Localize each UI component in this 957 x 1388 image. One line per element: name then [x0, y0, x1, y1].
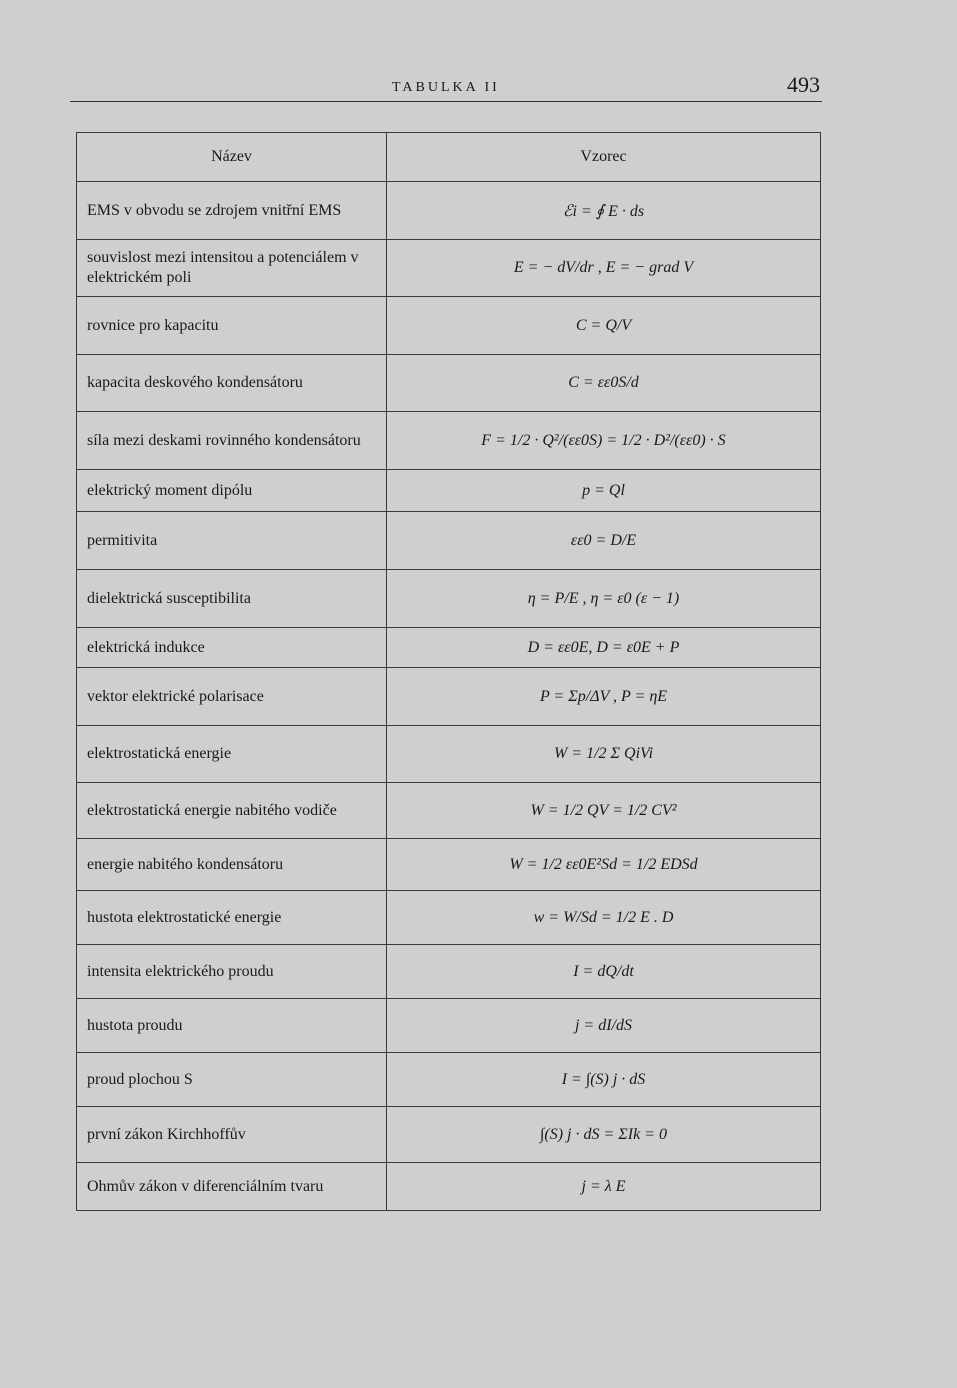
table-row [77, 355, 821, 412]
table-row [77, 1163, 821, 1211]
quantity-name: Ohmův zákon v diferenciálním tvaru [77, 1163, 387, 1211]
table-row [77, 1053, 821, 1107]
quantity-name: elektrická indukce [77, 628, 387, 668]
table-row [77, 891, 821, 945]
formula: ∫(S) j · dS = ΣIk = 0 [387, 1107, 821, 1163]
table-row [77, 570, 821, 628]
running-title: TABULKA II [392, 80, 500, 95]
formula: D = εε0E, D = ε0E + P [387, 628, 821, 668]
formula: I = ∫(S) j · dS [387, 1053, 821, 1107]
formula-table-container [76, 132, 820, 1211]
quantity-name: hustota proudu [77, 999, 387, 1053]
table-row [77, 470, 821, 512]
quantity-name: první zákon Kirchhoffův [77, 1107, 387, 1163]
quantity-name: dielektrická susceptibilita [77, 570, 387, 628]
table-row [77, 783, 821, 839]
column-header-formula: Vzorec [387, 133, 821, 182]
formula: P = Σp/ΔV , P = ηE [387, 668, 821, 726]
formula: εε0 = D/E [387, 512, 821, 570]
formula: E = − dV/dr , E = − grad V [387, 240, 821, 297]
quantity-name: síla mezi deskami rovinného kondensátoru [77, 412, 387, 470]
formula: ℰi = ∮ E · ds [387, 182, 821, 240]
quantity-name: energie nabitého kondensátoru [77, 839, 387, 891]
table-row [77, 182, 821, 240]
table-row [77, 945, 821, 999]
formula: j = dI/dS [387, 999, 821, 1053]
formula: W = 1/2 εε0E²Sd = 1/2 EDSd [387, 839, 821, 891]
formula: p = Ql [387, 470, 821, 512]
quantity-name: permitivita [77, 512, 387, 570]
table-body [77, 182, 821, 1211]
table-row [77, 668, 821, 726]
quantity-name: vektor elektrické polarisace [77, 668, 387, 726]
quantity-name: rovnice pro kapacitu [77, 297, 387, 355]
quantity-name: elektrostatická energie [77, 726, 387, 783]
formula: C = Q/V [387, 297, 821, 355]
quantity-name: elektrický moment dipólu [77, 470, 387, 512]
formula: F = 1/2 · Q²/(εε0S) = 1/2 · D²/(εε0) · S [387, 412, 821, 470]
table-row [77, 1107, 821, 1163]
quantity-name: elektrostatická energie nabitého vodiče [77, 783, 387, 839]
table-row [77, 726, 821, 783]
quantity-name: hustota elektrostatické energie [77, 891, 387, 945]
table-row [77, 628, 821, 668]
formula: w = W/Sd = 1/2 E . D [387, 891, 821, 945]
table-row [77, 512, 821, 570]
formula: C = εε0S/d [387, 355, 821, 412]
page-header [70, 72, 822, 102]
formula-table [76, 132, 821, 1211]
column-header-name: Název [77, 133, 387, 182]
quantity-name: kapacita deskového kondensátoru [77, 355, 387, 412]
table-row [77, 839, 821, 891]
table-row [77, 999, 821, 1053]
formula: I = dQ/dt [387, 945, 821, 999]
formula: η = P/E , η = ε0 (ε − 1) [387, 570, 821, 628]
quantity-name: souvislost mezi intensitou a potenciálem v elektrickém poli [77, 240, 387, 297]
formula: j = λ E [387, 1163, 821, 1211]
quantity-name: EMS v obvodu se zdrojem vnitřní EMS [77, 182, 387, 240]
table-row [77, 412, 821, 470]
formula: W = 1/2 Σ QiVi [387, 726, 821, 783]
quantity-name: proud plochou S [77, 1053, 387, 1107]
formula: W = 1/2 QV = 1/2 CV² [387, 783, 821, 839]
quantity-name: intensita elektrického proudu [77, 945, 387, 999]
table-row [77, 240, 821, 297]
table-row [77, 297, 821, 355]
page-number: 493 [787, 72, 820, 97]
table-header-row [77, 133, 821, 182]
header-rule [70, 101, 822, 102]
